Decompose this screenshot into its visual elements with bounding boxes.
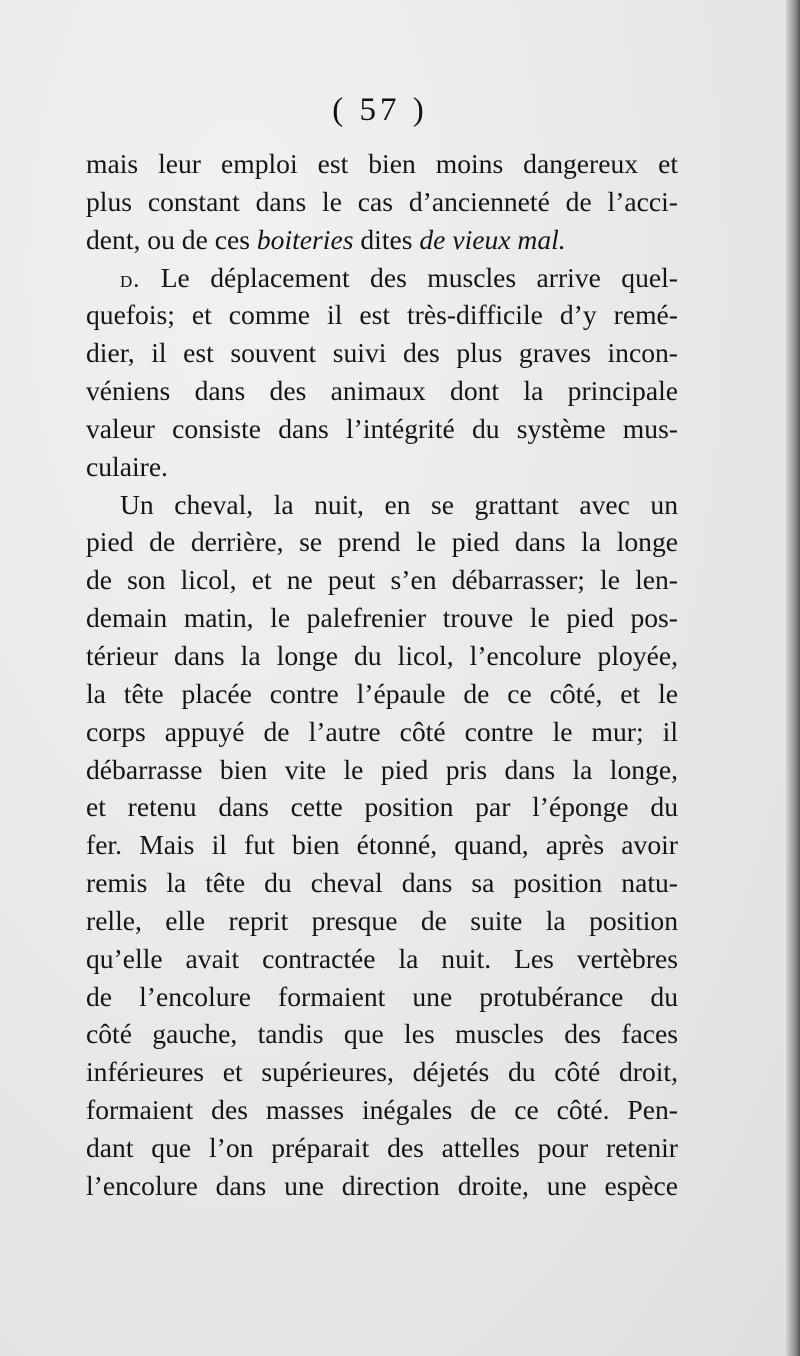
section-letter-d: d. [120, 266, 141, 293]
text-line-13: demain matin, le palefrenier trouve le pied pos- [86, 602, 678, 634]
text-line-3 [86, 221, 678, 259]
text-line-19: fer. Mais il fut bien étonné, quand, après avoir [86, 829, 678, 861]
text-line-22: qu’elle avait contractée la nuit. Les vertèbres [86, 942, 678, 974]
text-line-7: véniens dans des animaux dont la principale [86, 375, 678, 407]
text-line-18: et retenu dans cette position par l’éponge du [86, 791, 678, 823]
body-text [86, 145, 678, 1205]
text-line-14: térieur dans la longe du licol, l’encolure ployée, [86, 639, 678, 671]
text-line-15: la tête placée contre l’épaule de ce côté, et le [86, 677, 678, 709]
text-line-20: remis la tête du cheval dans sa position natu- [86, 867, 678, 899]
text-line-27: dant que l’on préparait des attelles pour retenir [86, 1131, 678, 1163]
text-segment: dites [353, 223, 420, 255]
text-line-16: corps appuyé de l’autre côté contre le mur; il [86, 715, 678, 747]
text-line-5: quefois; et comme il est très-difficile d’y remé- [86, 299, 678, 331]
text-line-1: mais leur emploi est bien moins dangereux et [86, 148, 678, 179]
text-line-10: Un cheval, la nuit, en se grattant avec un [120, 488, 678, 520]
text-line-24: côté gauche, tandis que les muscles des faces [86, 1018, 678, 1050]
text-line-12: de son licol, et ne peut s’en débarrasser; le len- [86, 564, 678, 596]
text-line-17: débarrasse bien vite le pied pris dans la longe, [86, 753, 678, 785]
text-line-26: formaient des masses inégales de ce côté. Pen- [86, 1094, 678, 1126]
italic-term-boiteries: boiteries [256, 223, 354, 255]
text-line-21: relle, elle reprit presque de suite la position [86, 904, 678, 936]
italic-term-vieux-mal: de vieux mal. [419, 223, 566, 255]
text-line-9: culaire. [86, 450, 168, 482]
page-edge-shadow [786, 0, 800, 1356]
text-segment: Le déplacement des muscles arrive quel- [140, 261, 678, 293]
text-line-28: l’encolure dans une direction droite, une espèce [86, 1169, 678, 1201]
text-segment: dent, ou de ces [86, 223, 257, 255]
text-line-11: pied de derrière, se prend le pied dans la longe [86, 526, 678, 558]
text-line-23: de l’encolure formaient une protubérance du [86, 980, 678, 1012]
text-line-2: plus constant dans le cas d’ancienneté de l’acci- [86, 185, 678, 217]
text-line-25: inférieures et supérieures, déjetés du côté droit, [86, 1056, 678, 1088]
text-line-8: valeur consiste dans l’intégrité du système mus- [86, 412, 678, 444]
page-number: ( 57 ) [332, 92, 428, 128]
text-line-6: dier, il est souvent suivi des plus graves incon- [86, 337, 678, 369]
text-line-4 [86, 259, 678, 297]
